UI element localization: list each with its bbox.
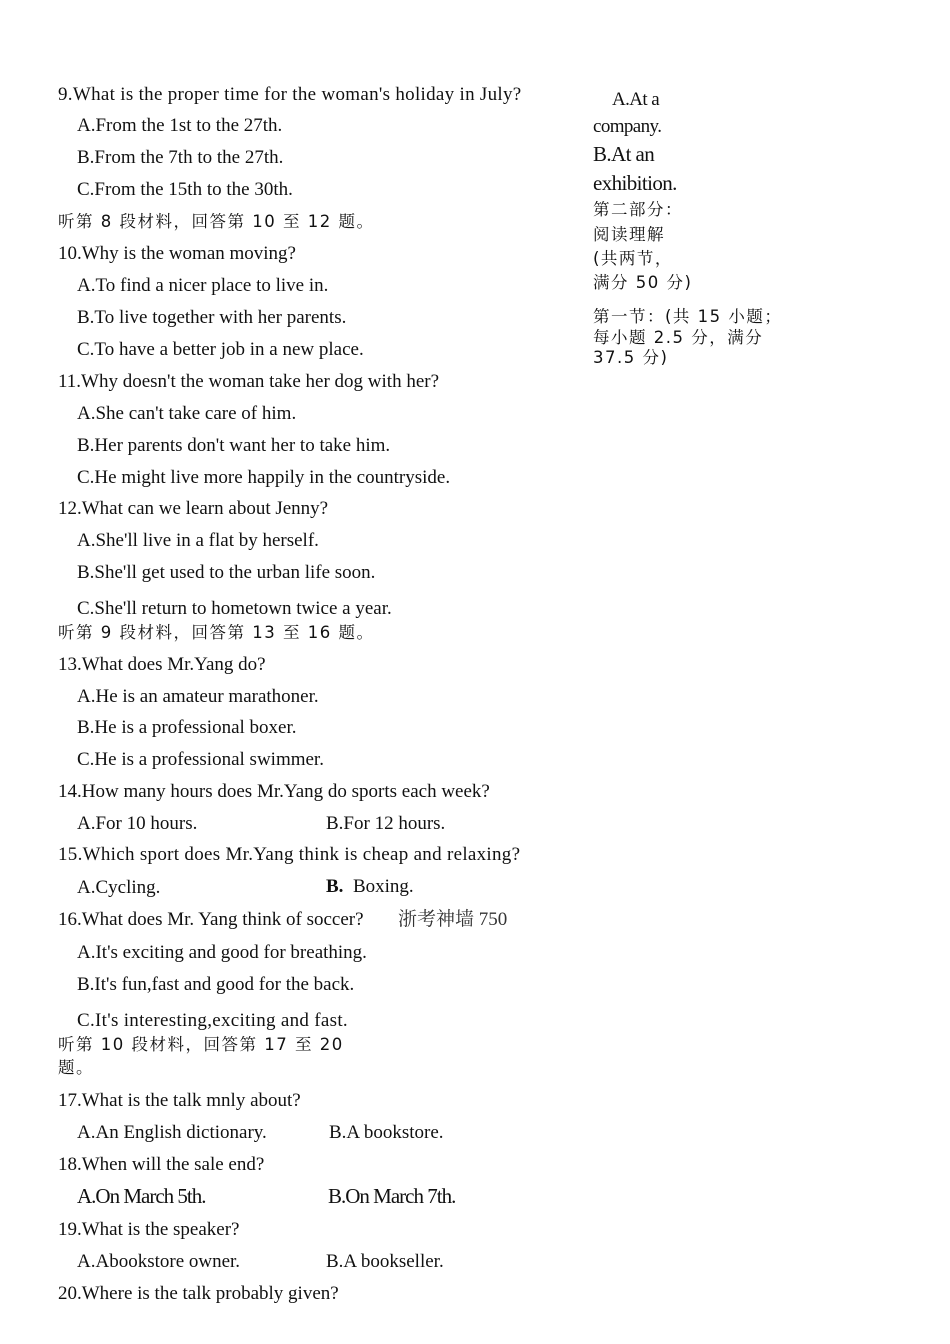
question-16: 16.What does Mr. Yang think of soccer?: [58, 909, 364, 930]
watermark-text: 浙考神墙 750: [398, 909, 508, 930]
section-9-instruction: 听第 9 段材料，回答第 13 至 16 题。: [58, 623, 375, 642]
question-12: 12.What can we learn about Jenny?: [58, 498, 329, 519]
option-16a: A.It's exciting and good for breathing.: [77, 942, 367, 963]
option-9c: C.From the 15th to the 30th.: [77, 179, 293, 200]
option-17a: A.An English dictionary.: [77, 1122, 267, 1143]
question-15: 15.Which sport does Mr.Yang think is cheap and relaxing?: [58, 844, 521, 865]
option-10b: B.To live together with her parents.: [77, 307, 347, 328]
option-11c: C.He might live more happily in the countryside.: [77, 467, 451, 488]
option-12a: A.She'll live in a flat by herself.: [77, 530, 319, 551]
option-19b: B.A bookseller.: [326, 1251, 444, 1272]
option-16b: B.It's fun,fast and good for the back.: [77, 974, 355, 995]
option-11a: A.She can't take care of him.: [77, 403, 297, 424]
question-17: 17.What is the talk mnly about?: [58, 1090, 301, 1111]
part-2-heading-line1: 第二部分：: [593, 200, 683, 219]
option-17b: B.A bookstore.: [329, 1122, 444, 1143]
part-2-heading-line3: (共两节，: [593, 249, 673, 268]
option-11b: B.Her parents don't want her to take him.: [77, 435, 391, 456]
option-18a: A.On March 5th.: [77, 1184, 206, 1208]
option-13b: B.He is a professional boxer.: [77, 717, 297, 738]
option-13a: A.He is an amateur marathoner.: [77, 686, 319, 707]
option-14b: B.For 12 hours.: [326, 813, 446, 834]
option-12c: C.She'll return to hometown twice a year.: [77, 598, 392, 619]
option-18b: B.On March 7th.: [328, 1184, 456, 1208]
option-20a-line1: A.At a: [612, 89, 660, 110]
section-10-instruction-line2: 题。: [58, 1058, 94, 1077]
question-19: 19.What is the speaker?: [58, 1219, 240, 1240]
question-13: 13.What does Mr.Yang do?: [58, 654, 266, 675]
option-16c: C.It's interesting,exciting and fast.: [77, 1010, 348, 1031]
option-20a-line2: company.: [593, 116, 662, 137]
option-15b-text: Boxing.: [352, 876, 414, 897]
section-1-heading-line2: 每小题 2.5 分，满分: [593, 328, 764, 347]
part-2-heading-line4: 满分 50 分): [593, 273, 693, 292]
question-10: 10.Why is the woman moving?: [58, 243, 296, 264]
part-2-heading-line2: 阅读理解: [593, 225, 665, 244]
section-10-instruction-line1: 听第 10 段材料，回答第 17 至 20: [58, 1035, 344, 1054]
section-1-heading-line3: 37.5 分): [593, 348, 669, 367]
option-19a: A.Abookstore owner.: [77, 1251, 241, 1272]
section-8-instruction: 听第 8 段材料，回答第 10 至 12 题。: [58, 212, 375, 231]
question-9: 9.What is the proper time for the woman's holiday in July?: [58, 84, 522, 105]
option-15b: [326, 876, 414, 898]
option-15b-letter: B.: [326, 876, 344, 897]
section-1-heading-line1: 第一节：(共 15 小题；: [593, 307, 783, 326]
option-9b: B.From the 7th to the 27th.: [77, 147, 284, 168]
question-20: 20.Where is the talk probably given?: [58, 1283, 339, 1304]
option-10a: A.To find a nicer place to live in.: [77, 275, 329, 296]
question-11: 11.Why doesn't the woman take her dog with her?: [58, 371, 440, 392]
option-20b-line1: B.At an: [593, 142, 655, 166]
option-10c: C.To have a better job in a new place.: [77, 339, 364, 360]
option-14a: A.For 10 hours.: [77, 813, 198, 834]
option-12b: B.She'll get used to the urban life soon.: [77, 562, 376, 583]
question-18: 18.When will the sale end?: [58, 1154, 265, 1175]
option-9a: A.From the 1st to the 27th.: [77, 115, 283, 136]
question-14: 14.How many hours does Mr.Yang do sports each week?: [58, 781, 490, 802]
option-13c: C.He is a professional swimmer.: [77, 749, 324, 770]
option-15a: A.Cycling.: [77, 877, 161, 898]
option-20b-line2: exhibition.: [593, 171, 677, 195]
